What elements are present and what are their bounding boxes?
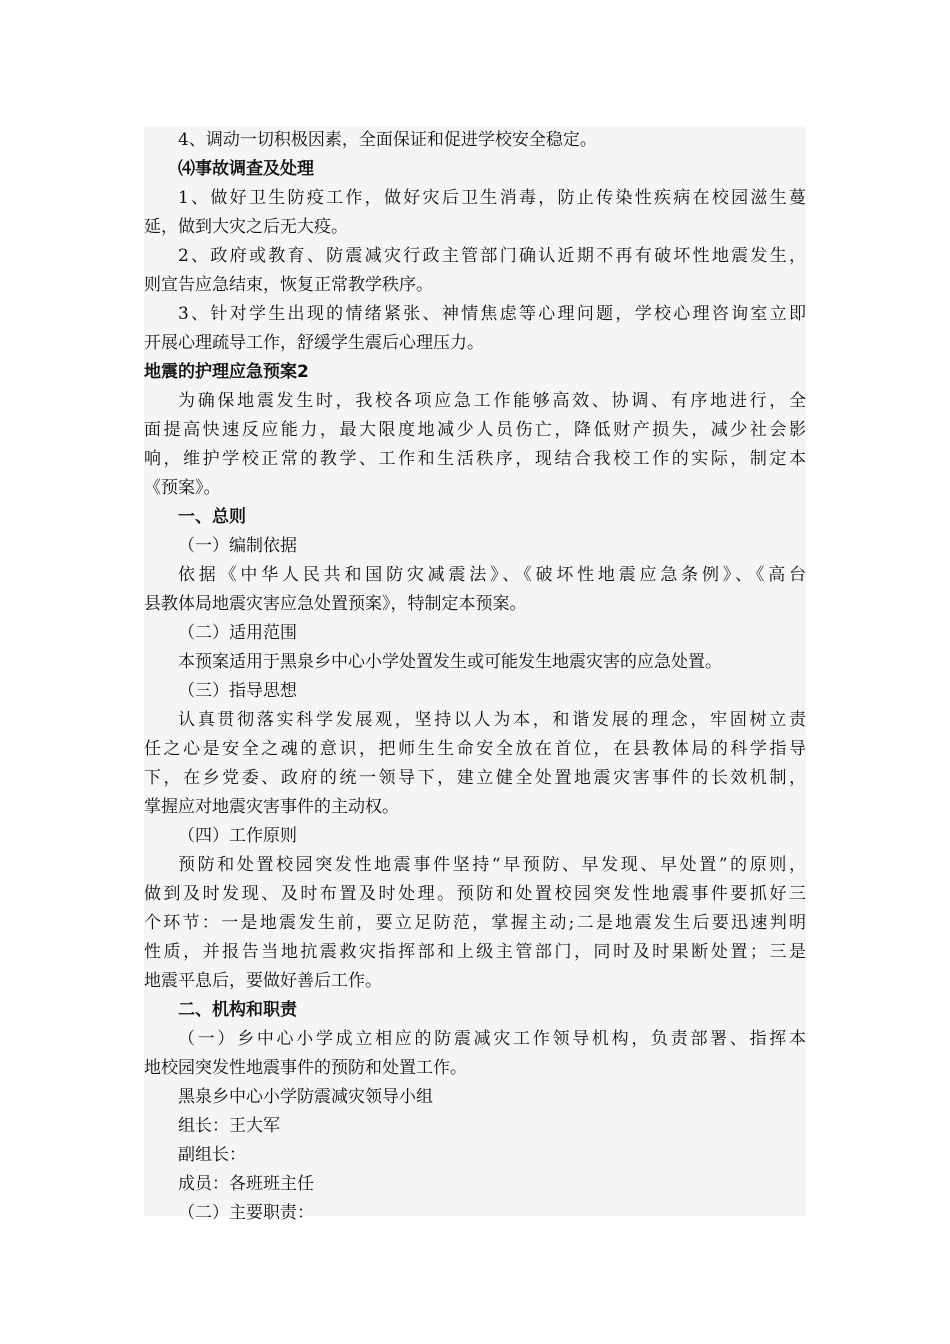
text-line: 认真贯彻落实科学发展观，坚持以人为本，和谐发展的理念，牢固树立责 bbox=[178, 710, 806, 730]
text-line: 副组长： bbox=[178, 1145, 246, 1165]
text-line: （四）工作原则 bbox=[178, 826, 297, 846]
text-line: 1、做好卫生防疫工作，做好灾后卫生消毒，防止传染性疾病在校园滋生蔓 bbox=[178, 188, 806, 208]
text-line: 面提高快速反应能力，最大限度地减少人员伤亡，降低财产损失，减少社会影 bbox=[144, 420, 806, 440]
text-line: （二）适用范围 bbox=[178, 623, 297, 643]
text-line: 预防和处置校园突发性地震事件坚持“早预防、早发现、早处置”的原则， bbox=[178, 855, 806, 875]
text-line: （三）指导思想 bbox=[178, 681, 297, 701]
text-line: （二）主要职责： bbox=[178, 1203, 314, 1223]
text-line: 任之心是安全之魂的意识，把师生生命安全放在首位，在县教体局的科学指导 bbox=[144, 739, 806, 759]
text-line: 本预案适用于黑泉乡中心小学处置发生或可能发生地震灾害的应急处置。 bbox=[178, 652, 722, 672]
text-line: 延，做到大灾之后无大疫。 bbox=[144, 217, 348, 237]
text-line: 依据《中华人民共和国防灾减震法》、《破坏性地震应急条例》、《高台 bbox=[178, 565, 806, 585]
text-line: 响，维护学校正常的教学、工作和生活秩序，现结合我校工作的实际，制定本 bbox=[144, 449, 806, 469]
text-line: 个环节：一是地震发生前，要立足防范，掌握主动;二是地震发生后要迅速判明 bbox=[144, 913, 806, 933]
text-line: 性质，并报告当地抗震救灾指挥部和上级主管部门，同时及时果断处置；三是 bbox=[144, 942, 806, 962]
text-line: 《预案》。 bbox=[144, 478, 221, 498]
section-heading: 一、总则 bbox=[178, 507, 246, 527]
text-line: 县教体局地震灾害应急处置预案》，特制定本预案。 bbox=[144, 594, 527, 614]
section-heading: 地震的护理应急预案2 bbox=[144, 362, 309, 382]
text-line: 成员：各班班主任 bbox=[178, 1174, 314, 1194]
text-line: 开展心理疏导工作，舒缓学生震后心理压力。 bbox=[144, 333, 484, 353]
section-heading: 二、机构和职责 bbox=[178, 1000, 297, 1020]
text-line: 则宣告应急结束，恢复正常教学秩序。 bbox=[144, 275, 433, 295]
text-line: 地校园突发性地震事件的预防和处置工作。 bbox=[144, 1058, 467, 1078]
text-line: 下，在乡党委、政府的统一领导下，建立健全处置地震灾害事件的长效机制， bbox=[144, 768, 806, 788]
text-line: 3、针对学生出现的情绪紧张、神情焦虑等心理问题，学校心理咨询室立即 bbox=[178, 304, 806, 324]
text-line: 组长：王大军 bbox=[178, 1116, 280, 1136]
text-line: （一）编制依据 bbox=[178, 536, 297, 556]
text-line: 地震平息后，要做好善后工作。 bbox=[144, 971, 382, 991]
text-line: （一）乡中心小学成立相应的防震减灾工作领导机构，负责部署、指挥本 bbox=[178, 1029, 806, 1049]
text-line: 为确保地震发生时，我校各项应急工作能够高效、协调、有序地进行，全 bbox=[178, 391, 806, 411]
text-line: 黑泉乡中心小学防震减灾领导小组 bbox=[178, 1087, 433, 1107]
text-line: 做到及时发现、及时布置及时处理。预防和处置校园突发性地震事件要抓好三 bbox=[144, 884, 806, 904]
section-heading: ⑷事故调查及处理 bbox=[178, 159, 314, 179]
text-line: 掌握应对地震灾害事件的主动权。 bbox=[144, 797, 399, 817]
document-body bbox=[144, 126, 806, 1228]
text-line: 4、调动一切积极因素，全面保证和促进学校安全稳定。 bbox=[178, 130, 597, 150]
text-line: 2、政府或教育、防震减灾行政主管部门确认近期不再有破坏性地震发生， bbox=[178, 246, 806, 266]
